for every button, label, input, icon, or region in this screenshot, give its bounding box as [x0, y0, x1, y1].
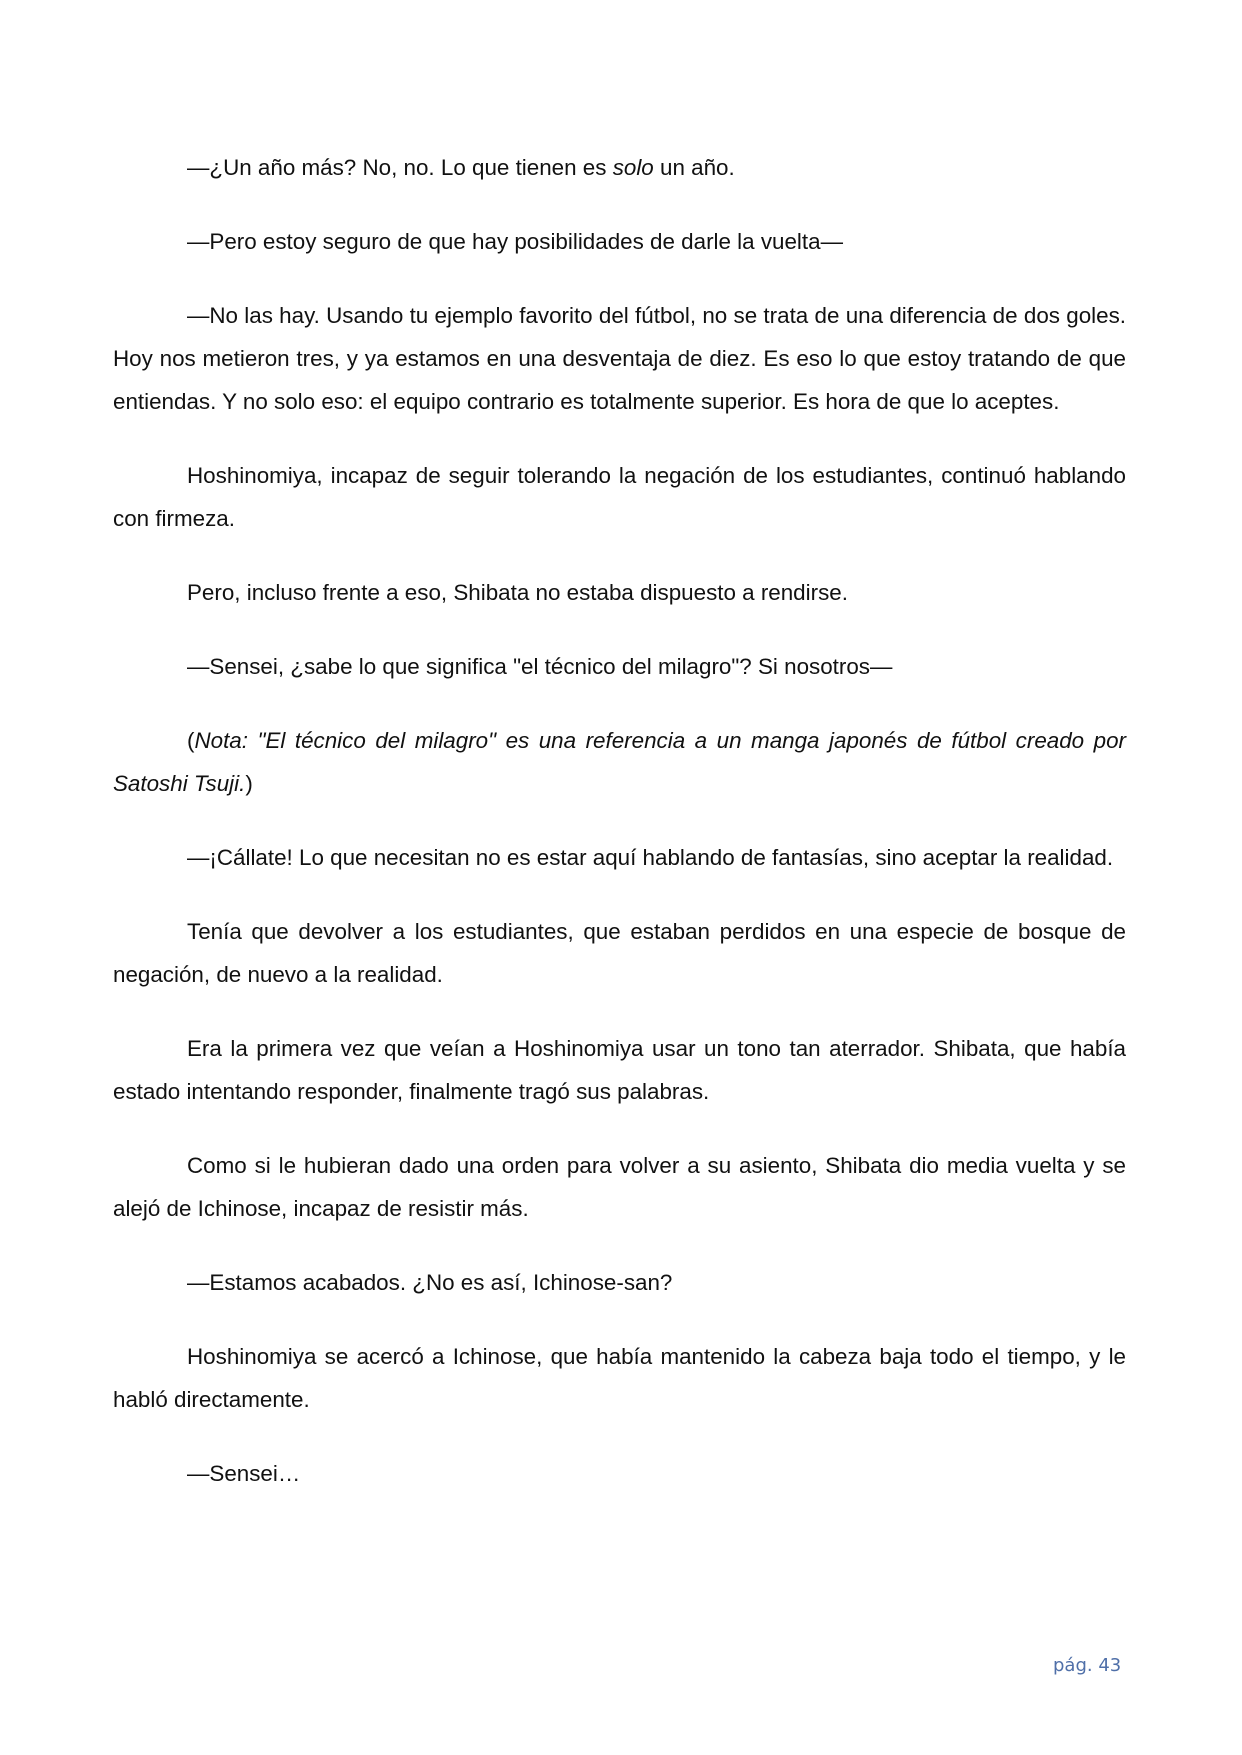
paragraph-13: Hoshinomiya se acercó a Ichinose, que había mantenido la cabeza baja todo el tiempo, y le habló directamente.: [113, 1344, 1126, 1412]
paragraph-14: —Sensei…: [187, 1461, 301, 1486]
paragraph-6: —Sensei, ¿sabe lo que significa "el técnico del milagro"? Si nosotros—: [187, 654, 893, 679]
page-number: pág. 43: [1053, 1655, 1122, 1676]
paragraph-1-emphasis: solo: [612, 155, 654, 180]
paragraph-9: Tenía que devolver a los estudiantes, que estaban perdidos en una especie de bosque de negación, de nuevo a la realidad.: [113, 919, 1126, 987]
paragraph-2: —Pero estoy seguro de que hay posibilidades de darle la vuelta—: [187, 229, 843, 254]
paragraph-3: —No las hay. Usando tu ejemplo favorito del fútbol, no se trata de una diferencia de dos goles. Hoy nos metieron tres, y ya estamos en una desventaja de diez. Es eso lo que estoy tratando de que entiendas. Y no solo eso: el equipo contrario es totalmente superior. Es hora de que lo aceptes.: [113, 303, 1126, 414]
paragraph-5: Pero, incluso frente a eso, Shibata no estaba dispuesto a rendirse.: [187, 580, 848, 605]
paragraph-4: Hoshinomiya, incapaz de seguir tolerando la negación de los estudiantes, continuó hablando con firmeza.: [113, 463, 1126, 531]
paragraph-12: —Estamos acabados. ¿No es así, Ichinose-san?: [187, 1270, 673, 1295]
note-close-paren: ): [245, 771, 253, 796]
paragraph-1-part-1: —¿Un año más? No, no. Lo que tienen es: [187, 155, 613, 180]
paragraph-10: Era la primera vez que veían a Hoshinomiya usar un tono tan aterrador. Shibata, que había estado intentando responder, finalmente tragó sus palabras.: [113, 1036, 1126, 1104]
translator-note: [113, 719, 1126, 805]
paragraph-11: Como si le hubieran dado una orden para volver a su asiento, Shibata dio media vuelta y se alejó de Ichinose, incapaz de resistir más.: [113, 1153, 1126, 1221]
body-text: [113, 146, 1126, 1495]
note-text: Nota: "El técnico del milagro" es una referencia a un manga japonés de fútbol creado por Satoshi Tsuji.: [113, 728, 1126, 796]
note-open-paren: (: [187, 728, 195, 753]
paragraph-1-part-3: un año.: [653, 155, 735, 180]
paragraph-8: —¡Cállate! Lo que necesitan no es estar aquí hablando de fantasías, sino aceptar la realidad.: [187, 845, 1114, 870]
paragraph-1: [113, 146, 1126, 189]
